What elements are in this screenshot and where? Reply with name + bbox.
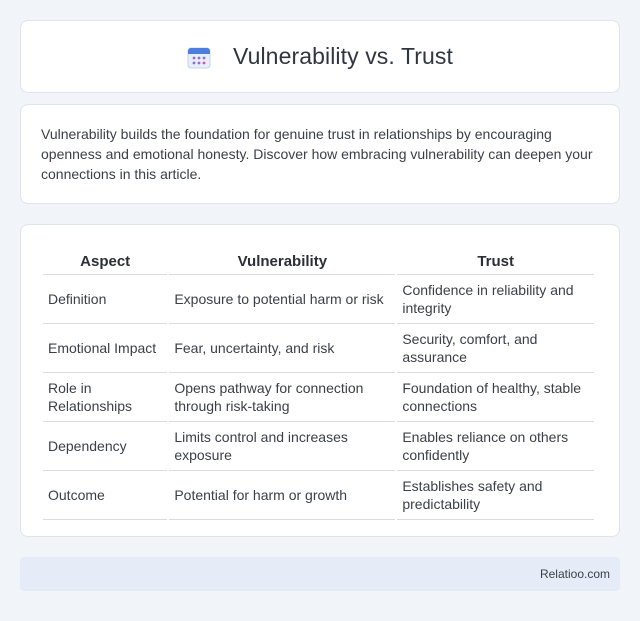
footer-site-link[interactable]: Relatioo.com <box>539 567 610 581</box>
cell-trust: Security, comfort, and assurance <box>397 324 594 373</box>
footer <box>20 557 620 591</box>
cell-aspect: Definition <box>43 275 167 324</box>
cell-vulnerability: Fear, uncertainty, and risk <box>169 324 395 373</box>
table-row <box>43 471 594 520</box>
comparison-card <box>20 224 620 537</box>
table-header-row <box>43 245 594 275</box>
cell-vulnerability: Exposure to potential harm or risk <box>169 275 395 324</box>
column-header-vulnerability: Vulnerability <box>169 245 395 275</box>
cell-aspect: Dependency <box>43 422 167 471</box>
cell-vulnerability: Limits control and increases exposure <box>169 422 395 471</box>
page-title: Vulnerability vs. Trust <box>232 43 454 69</box>
intro-paragraph: Vulnerability builds the foundation for genuine trust in relationships by encouraging openness and emotional honesty. Discover how embracing vulnerability can deepen your connections in this article. <box>41 126 593 182</box>
comparison-table <box>41 245 596 520</box>
cell-trust: Confidence in reliability and integrity <box>397 275 594 324</box>
header-card <box>20 20 620 93</box>
cell-vulnerability: Potential for harm or growth <box>169 471 395 520</box>
header <box>187 43 453 70</box>
calendar-icon <box>187 45 211 69</box>
cell-aspect: Outcome <box>43 471 167 520</box>
cell-trust: Establishes safety and predictability <box>397 471 594 520</box>
table-row <box>43 373 594 422</box>
table-row <box>43 324 594 373</box>
cell-trust: Foundation of healthy, stable connections <box>397 373 594 422</box>
cell-vulnerability: Opens pathway for connection through risk-taking <box>169 373 395 422</box>
column-header-trust: Trust <box>397 245 594 275</box>
cell-trust: Enables reliance on others confidently <box>397 422 594 471</box>
column-header-aspect: Aspect <box>43 245 167 275</box>
table-row <box>43 422 594 471</box>
cell-aspect: Emotional Impact <box>43 324 167 373</box>
intro-card <box>20 104 620 204</box>
cell-aspect: Role in Relationships <box>43 373 167 422</box>
table-row <box>43 275 594 324</box>
